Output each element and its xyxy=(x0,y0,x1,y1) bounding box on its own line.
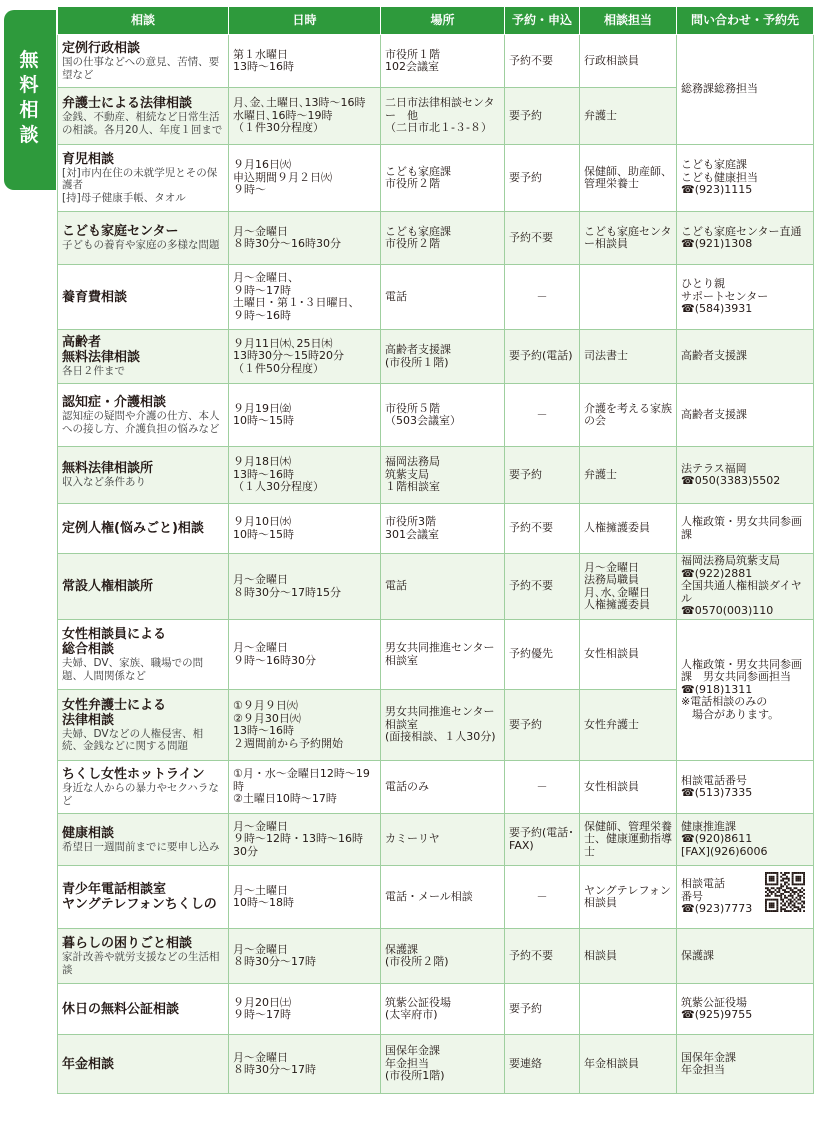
staff-cell xyxy=(580,265,677,330)
datetime-cell: ９月10日㈬ 10時～15時 xyxy=(229,504,381,554)
reservation-cell: 要予約 xyxy=(505,145,580,212)
consultation-cell xyxy=(58,145,229,212)
contact-cell: 相談電話番号 ☎(513)7335 xyxy=(677,761,814,814)
table-row xyxy=(58,984,814,1035)
datetime-cell: 月～金曜日 ９時～16時30分 xyxy=(229,620,381,690)
consultation-title: 女性相談員による 総合相談 xyxy=(62,627,167,657)
contact-cell: 人権政策・男女共同参画課 xyxy=(677,504,814,554)
contact-cell: 総務課総務担当 xyxy=(677,35,814,145)
place-cell: 電話 xyxy=(381,265,505,330)
consultation-cell xyxy=(58,554,229,620)
header-consultation: 相談 xyxy=(58,7,229,35)
consultation-desc: 各日２件まで xyxy=(62,365,125,378)
header-datetime: 日時 xyxy=(229,7,381,35)
reservation-cell: 要予約(電話･FAX) xyxy=(505,814,580,866)
header-contact: 問い合わせ・予約先 xyxy=(677,7,814,35)
staff-cell: 介護を考える家族の会 xyxy=(580,384,677,447)
consultation-cell xyxy=(58,35,229,88)
staff-cell xyxy=(580,984,677,1035)
consultation-title: 年金相談 xyxy=(62,1056,115,1072)
consultation-desc: 夫婦、DVなどの人権侵害、相続、金銭などに関する問題 xyxy=(62,727,204,752)
place-cell: カミーリヤ xyxy=(381,814,505,866)
datetime-cell: 第１水曜日 13時～16時 xyxy=(229,35,381,88)
consultation-desc: [対]市内在住の未就学児とその保護者 [持]母子健康手帳、タオル xyxy=(62,166,218,204)
place-cell: 福岡法務局 筑紫支局 １階相談室 xyxy=(381,447,505,504)
staff-cell: 弁護士 xyxy=(580,447,677,504)
consultation-title: 休日の無料公証相談 xyxy=(62,1001,180,1017)
datetime-cell: ９月16日㈫ 申込期間９月２日㈫ ９時～ xyxy=(229,145,381,212)
staff-cell: 司法書士 xyxy=(580,330,677,384)
qr-code-icon xyxy=(765,872,805,912)
datetime-cell: 月､金､土曜日､13時～16時 水曜日､16時～19時 （１件30分程度） xyxy=(229,88,381,145)
datetime-cell: 月～金曜日 ９時～12時・13時～16時30分 xyxy=(229,814,381,866)
place-cell: 電話 xyxy=(381,554,505,620)
place-cell: 国保年金課 年金担当 (市役所1階) xyxy=(381,1035,505,1094)
reservation-cell: 予約不要 xyxy=(505,929,580,984)
table-row xyxy=(58,1035,814,1094)
reservation-cell: 要予約 xyxy=(505,690,580,761)
place-cell: 筑紫公証役場 (太宰府市) xyxy=(381,984,505,1035)
datetime-cell: ①９月９日㈫ ②９月30日㈫ 13時～16時 ２週間前から予約開始 xyxy=(229,690,381,761)
datetime-cell: ①月・水～金曜日12時～19時 ②土曜日10時～17時 xyxy=(229,761,381,814)
datetime-cell: 月～金曜日、 ９時～17時 土曜日・第１･３日曜日、 ９時～16時 xyxy=(229,265,381,330)
staff-cell: 弁護士 xyxy=(580,88,677,145)
consultation-cell xyxy=(58,620,229,690)
consultation-title: 育児相談 xyxy=(62,151,115,167)
consultation-cell xyxy=(58,447,229,504)
header-place: 場所 xyxy=(381,7,505,35)
consultation-cell xyxy=(58,814,229,866)
contact-cell: 国保年金課 年金担当 xyxy=(677,1035,814,1094)
contact-cell: 高齢者支援課 xyxy=(677,384,814,447)
consultation-desc: 認知症の疑問や介護の仕方、本人への接し方、介護負担の悩みなど xyxy=(62,410,220,435)
consultation-desc: 夫婦、DV、家族、職場での問題、人間関係など xyxy=(62,657,204,682)
staff-cell: 月～金曜日 法務局職員 月､水､金曜日 人権擁護委員 xyxy=(580,554,677,620)
consultation-desc: 希望日一週間前までに要申し込み xyxy=(62,840,220,853)
consultation-cell xyxy=(58,212,229,265)
table-row xyxy=(58,554,814,620)
consultation-cell xyxy=(58,265,229,330)
place-cell: 二日市法律相談センター 他 （二日市北１-３-８） xyxy=(381,88,505,145)
reservation-cell: － xyxy=(505,265,580,330)
reservation-cell: － xyxy=(505,761,580,814)
reservation-cell: 予約不要 xyxy=(505,35,580,88)
staff-cell: 保健師、管理栄養士、健康運動指導士 xyxy=(580,814,677,866)
staff-cell: 女性相談員 xyxy=(580,761,677,814)
staff-cell: 女性弁護士 xyxy=(580,690,677,761)
reservation-cell: 要予約 xyxy=(505,984,580,1035)
consultation-desc: 家計改善や就労支援などの生活相談 xyxy=(62,951,220,976)
reservation-cell: 要連絡 xyxy=(505,1035,580,1094)
datetime-cell: ９月20日㈯ ９時～17時 xyxy=(229,984,381,1035)
table-row xyxy=(58,384,814,447)
consultation-title: 常設人権相談所 xyxy=(62,579,154,594)
datetime-cell: 月～金曜日 ８時30分～16時30分 xyxy=(229,212,381,265)
place-cell: こども家庭課 市役所２階 xyxy=(381,145,505,212)
consultation-title: 認知症・介護相談 xyxy=(62,395,167,410)
staff-cell: こども家庭センター相談員 xyxy=(580,212,677,265)
table-row xyxy=(58,447,814,504)
table-row xyxy=(58,330,814,384)
place-cell: 高齢者支援課 (市役所１階) xyxy=(381,330,505,384)
contact-cell: ひとり親 サポートセンター ☎(584)3931 xyxy=(677,265,814,330)
datetime-cell: 月～金曜日 ８時30分～17時 xyxy=(229,1035,381,1094)
datetime-cell: 月～金曜日 ８時30分～17時 xyxy=(229,929,381,984)
reservation-cell: － xyxy=(505,384,580,447)
consultation-desc: 子どもの養育や家庭の多様な問題 xyxy=(62,239,220,252)
consultation-title: 定例行政相談 xyxy=(62,41,141,56)
contact-cell: 筑紫公証役場 ☎(925)9755 xyxy=(677,984,814,1035)
place-cell: 電話・メール相談 xyxy=(381,866,505,929)
staff-cell: 相談員 xyxy=(580,929,677,984)
reservation-cell: 要予約 xyxy=(505,447,580,504)
contact-cell: こども家庭センター直通 ☎(921)1308 xyxy=(677,212,814,265)
place-cell: 市役所１階 102会議室 xyxy=(381,35,505,88)
datetime-cell: 月～金曜日 ８時30分～17時15分 xyxy=(229,554,381,620)
header-staff: 相談担当 xyxy=(580,7,677,35)
side-tab-label: 無 料 相 談 xyxy=(19,49,39,146)
staff-cell: 年金相談員 xyxy=(580,1035,677,1094)
consultation-title: 女性弁護士による 法律相談 xyxy=(62,697,167,728)
consultation-cell xyxy=(58,1035,229,1094)
consultation-title: 青少年電話相談室 ヤングテレフォンちくしの xyxy=(62,882,217,912)
consultation-cell xyxy=(58,929,229,984)
staff-cell: 女性相談員 xyxy=(580,620,677,690)
reservation-cell: 要予約 xyxy=(505,88,580,145)
reservation-cell: － xyxy=(505,866,580,929)
consultation-cell xyxy=(58,384,229,447)
staff-cell: 行政相談員 xyxy=(580,35,677,88)
table-row xyxy=(58,866,814,929)
consultation-title: 無料法律相談所 xyxy=(62,461,154,477)
place-cell: 電話のみ xyxy=(381,761,505,814)
consultation-title: ちくし女性ホットライン xyxy=(62,767,205,782)
staff-cell: 人権擁護委員 xyxy=(580,504,677,554)
consultation-title: こども家庭センター xyxy=(62,224,179,240)
datetime-cell: ９月19日㈮ 10時～15時 xyxy=(229,384,381,447)
table-row xyxy=(58,761,814,814)
header-reservation: 予約・申込 xyxy=(505,7,580,35)
consultation-cell xyxy=(58,984,229,1035)
reservation-cell: 要予約(電話) xyxy=(505,330,580,384)
consultation-title: 高齢者 無料法律相談 xyxy=(62,335,141,366)
place-cell: 市役所3階 301会議室 xyxy=(381,504,505,554)
table-row xyxy=(58,504,814,554)
side-tab xyxy=(4,10,56,190)
datetime-cell: 月～土曜日 10時～18時 xyxy=(229,866,381,929)
contact-cell: 人権政策・男女共同参画課 男女共同参画担当 ☎(918)1311 ※電話相談のみの 場合があります。 xyxy=(677,620,814,761)
reservation-cell: 予約不要 xyxy=(505,554,580,620)
table-row xyxy=(58,265,814,330)
place-cell: 男女共同推進センター相談室 xyxy=(381,620,505,690)
consultation-cell xyxy=(58,761,229,814)
reservation-cell: 予約不要 xyxy=(505,504,580,554)
table-row xyxy=(58,620,814,690)
consultation-desc: 身近な人からの暴力やセクハラなど xyxy=(62,782,219,807)
consultation-cell xyxy=(58,330,229,384)
reservation-cell: 予約不要 xyxy=(505,212,580,265)
table-row xyxy=(58,145,814,212)
contact-cell: 保護課 xyxy=(677,929,814,984)
consultation-title: 弁護士による法律相談 xyxy=(62,96,193,111)
consultation-table xyxy=(57,6,814,1094)
consultation-cell xyxy=(58,866,229,929)
staff-cell: 保健師、助産師、管理栄養士 xyxy=(580,145,677,212)
place-cell: こども家庭課 市役所２階 xyxy=(381,212,505,265)
table-row xyxy=(58,929,814,984)
datetime-cell: ９月18日㈭ 13時～16時 （１人30分程度） xyxy=(229,447,381,504)
reservation-cell: 予約優先 xyxy=(505,620,580,690)
place-cell: 市役所５階 （503会議室） xyxy=(381,384,505,447)
table-header-row xyxy=(58,7,814,35)
contact-cell: 法テラス福岡 ☎050(3383)5502 xyxy=(677,447,814,504)
place-cell: 男女共同推進センター相談室 (面接相談、１人30分) xyxy=(381,690,505,761)
consultation-title: 健康相談 xyxy=(62,825,115,841)
table-row xyxy=(58,35,814,88)
consultation-desc: 収入など条件あり xyxy=(62,476,146,489)
staff-cell: ヤングテレフォン相談員 xyxy=(580,866,677,929)
consultation-cell xyxy=(58,504,229,554)
consultation-title: 暮らしの困りごと相談 xyxy=(62,936,193,951)
datetime-cell: ９月11日㈭､25日㈭ 13時30分～15時20分 （１件50分程度） xyxy=(229,330,381,384)
contact-cell: 福岡法務局筑紫支局 ☎(922)2881 全国共通人権相談ダイヤル ☎0570(003)110 xyxy=(677,554,814,620)
consultation-desc: 金銭、不動産、相続など日常生活の相談。各月20人、年度１回まで xyxy=(62,111,223,136)
table-row xyxy=(58,212,814,265)
table-row xyxy=(58,814,814,866)
consultation-title: 養育費相談 xyxy=(62,289,128,305)
contact-cell: 高齢者支援課 xyxy=(677,330,814,384)
consultation-cell xyxy=(58,88,229,145)
consultation-desc: 国の仕事などへの意見、苦情、要望など xyxy=(62,56,220,81)
contact-cell: 相談電話 番号 ☎(923)7773 xyxy=(677,866,814,929)
place-cell: 保護課 (市役所２階) xyxy=(381,929,505,984)
contact-cell: こども家庭課 こども健康担当 ☎(923)1115 xyxy=(677,145,814,212)
contact-cell: 健康推進課 ☎(920)8611 [FAX](926)6006 xyxy=(677,814,814,866)
consultation-title: 定例人権(悩みごと)相談 xyxy=(62,521,204,536)
consultation-cell xyxy=(58,690,229,761)
